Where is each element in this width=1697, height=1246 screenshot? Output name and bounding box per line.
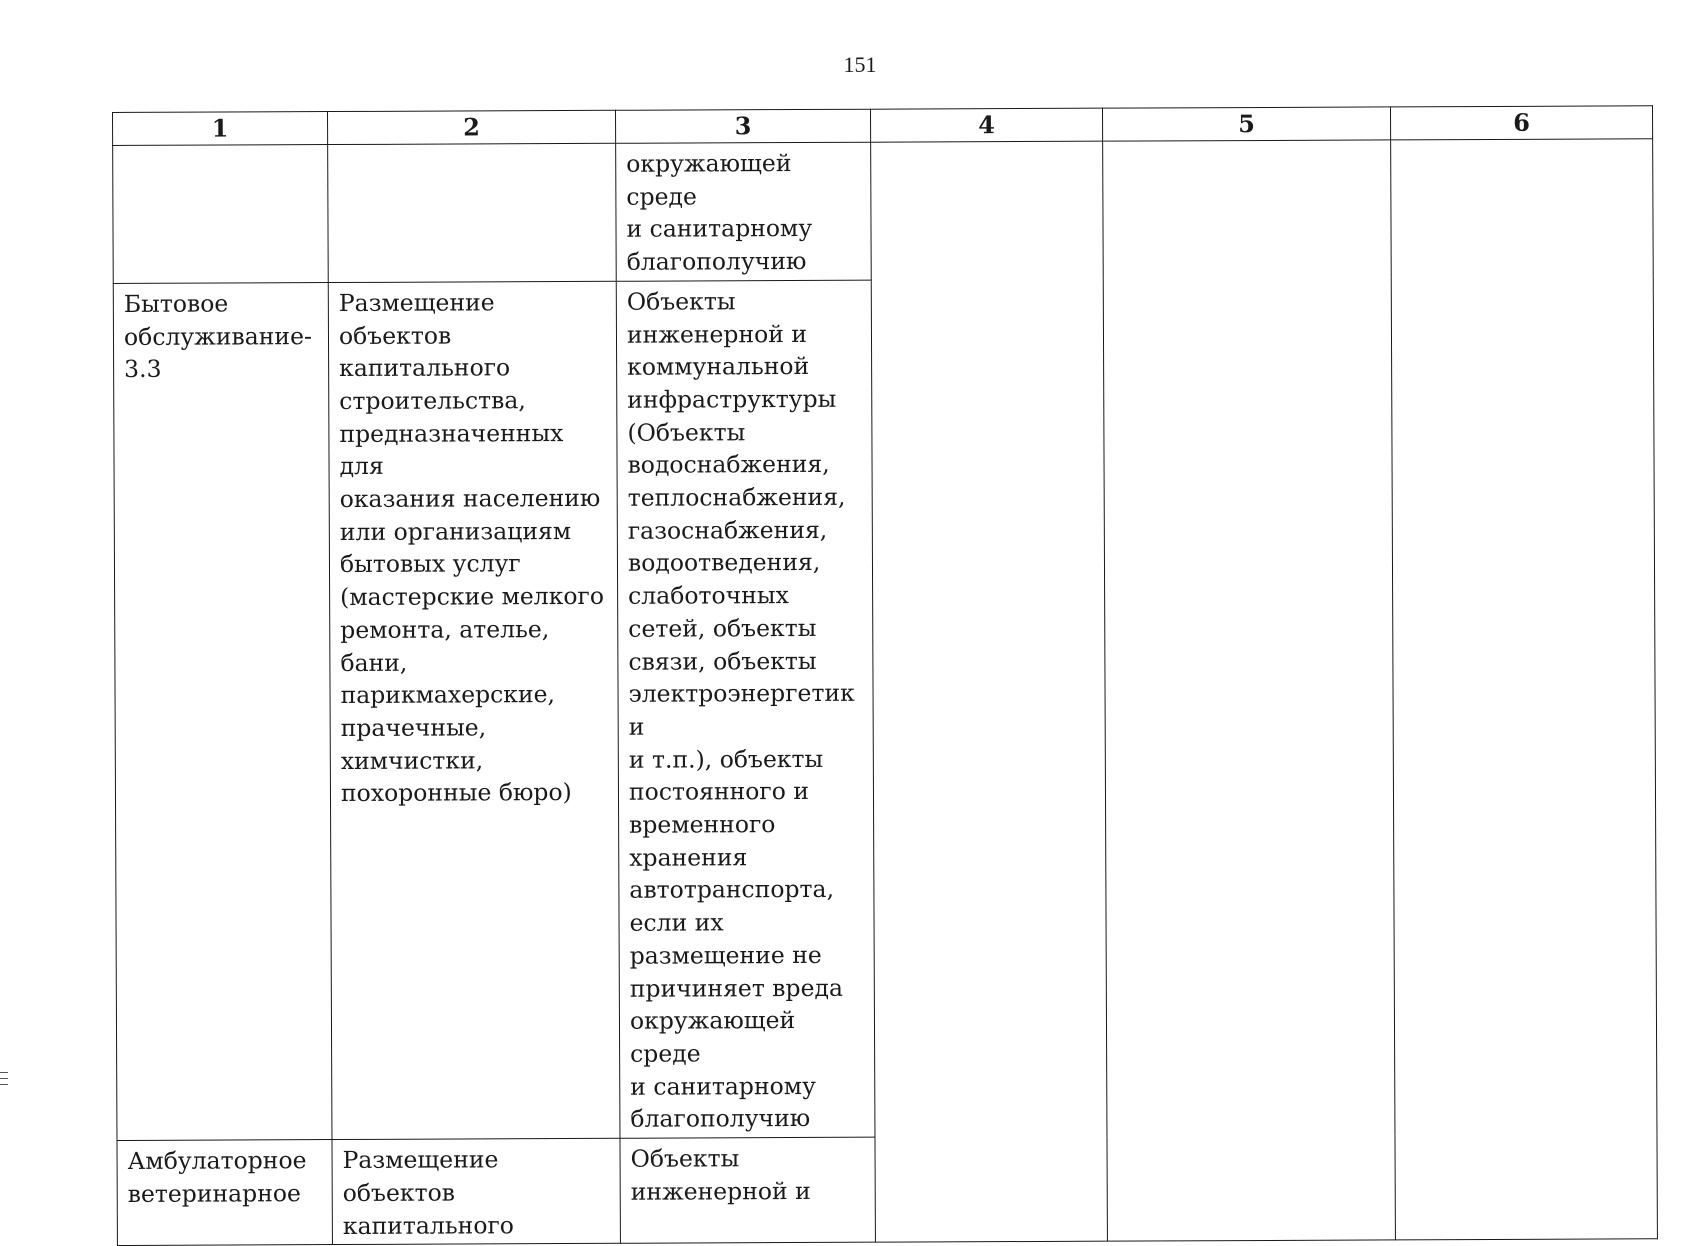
cell-text: Амбулаторное ветеринарное [127, 1146, 307, 1208]
column-header-3: 3 [615, 109, 870, 143]
table-cell [620, 1137, 875, 1243]
cell-text [123, 149, 317, 150]
table-cell [616, 280, 875, 1138]
table-cell [328, 281, 620, 1140]
cell-text [338, 148, 605, 149]
table-cell [616, 142, 872, 281]
column-header-6: 6 [1390, 106, 1652, 140]
table-row [113, 139, 1654, 284]
page-number: 151 [843, 52, 877, 77]
table-cell [328, 143, 617, 282]
cell-text: Бытовое обслуживание- 3.3 [123, 289, 312, 384]
table-cell [117, 1140, 332, 1246]
cell-text: Размещение объектов капитального [342, 1145, 514, 1240]
table-cell-empty [1103, 140, 1396, 1241]
column-header-2: 2 [328, 110, 616, 144]
cell-text: Объекты инженерной и [630, 1144, 811, 1206]
cell-text: окружающей среде и санитарному благополучию [626, 149, 813, 276]
cell-text: Объекты инженерной и коммунальной инфраструктуры (Объекты водоснабжения, теплоснабжения, газоснабжения, водоотведения, слаботочных сетей, объекты связи, объекты электроэнергетики и т.п.), объекты постоянного и временного хранения автотранспорта, если их размещение не причиняет вреда окружающей среде и санитарному благополучию [626, 287, 855, 1134]
table-cell [332, 1138, 620, 1244]
column-header-5: 5 [1102, 107, 1390, 141]
column-header-4: 4 [870, 108, 1102, 142]
table-cell [113, 145, 329, 284]
table-cell-empty [871, 141, 1108, 1242]
zoning-table [112, 105, 1658, 1246]
cell-text: Размещение объектов капитального строительства, предназначенных для оказания населению или организациям бытовых услуг (мастерские мелкого ремонта, ателье, бани, парикмахерские, прачечные, химчистки, похоронные бюро) [338, 288, 605, 808]
table-cell [113, 282, 332, 1140]
table-cell-empty [1391, 139, 1658, 1240]
scan-margin-mark [0, 1072, 8, 1094]
column-header-1: 1 [113, 112, 328, 146]
